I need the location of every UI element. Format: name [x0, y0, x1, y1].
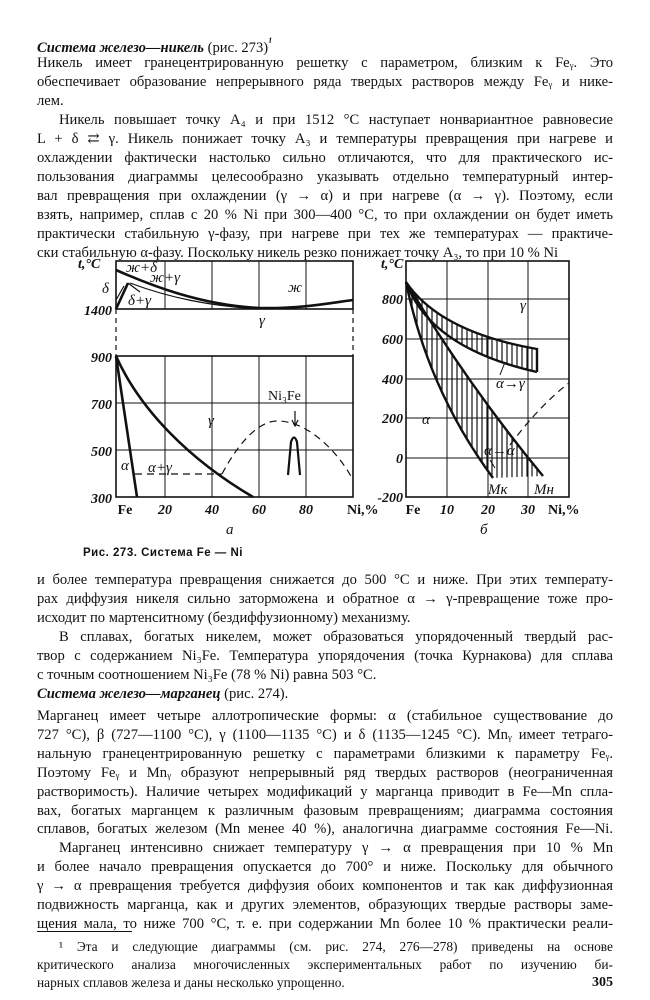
text-line: 727 °C), β (727—1100 °C), γ (1100—1135 °C) и δ (1135—1245 °C). Mnᵧ имеет тетраго-: [37, 726, 613, 743]
footnote-divider: [37, 931, 132, 932]
diagram-b: [406, 261, 569, 497]
x-tick: Ni,%: [347, 503, 379, 518]
footnote-line: нарных сплавов железа и даны несколько упрощенно.: [37, 975, 345, 990]
text-line: вал превращения при охлаждении (γ → α) и при нагреве (α → γ). Поэтому, если: [37, 188, 613, 204]
x-tick: 30: [521, 503, 535, 518]
ni3fe-region: [288, 438, 300, 476]
text-line: рах диффузия никеля сильно заторможена и обратное α → γ-превращение тоже про-: [37, 591, 613, 607]
y-axis-label: t,°C: [78, 257, 101, 272]
region-label: Ni₃Fe: [268, 389, 301, 404]
text-line: щения мала, то ниже 700 °C, т. е. при содержании Mn более 10 % практически реали-: [37, 915, 613, 932]
text-line: пользования диаграммы целесообразно указывать отдельно температурный интер-: [37, 169, 613, 185]
panel-label: б: [480, 522, 488, 538]
x-tick: Fe: [117, 503, 133, 518]
footnote-line: критического анализа многочисленных экспериментальных работ по изучению би-: [37, 957, 613, 972]
y-tick: 300: [91, 492, 112, 507]
region-label: δ: [102, 281, 109, 297]
y-tick: 600: [382, 333, 403, 348]
y-tick: 800: [382, 293, 403, 308]
figure-273: [0, 250, 650, 550]
x-tick: 80: [299, 503, 313, 518]
y-tick: 1400: [84, 304, 112, 319]
text-line: В сплавах, богатых никелем, может образоваться упорядоченный твердый рас-: [59, 629, 613, 645]
figure-reference: (рис. 274).: [220, 686, 289, 702]
text-line: L + δ ⇄ γ. Никель понижает точку A₃ и температуры превращения при нагреве и: [37, 131, 613, 147]
x-tick: 40: [205, 503, 219, 518]
region-label: ж: [288, 280, 302, 296]
text-line: взять, например, сплав с 20 % Ni при 300—400 °C, то при охлаждении он будет иметь: [37, 207, 613, 223]
dashed-curve: [510, 383, 569, 445]
region-label: α→α': [484, 443, 518, 459]
text-line: Никель повышает точку A₄ и при 1512 °C наступает нонвариантное равновесие: [59, 112, 613, 128]
region-label: α: [422, 412, 430, 428]
text-line: практически стабильную γ-фазу, при нагреве при тех же температурах — практиче-: [37, 226, 613, 242]
y-tick: 0: [396, 452, 403, 467]
text-line: с точным соотношением Ni₃Fe (78 % Ni) равна 503 °C.: [37, 667, 377, 683]
region-label: ж+γ: [150, 270, 180, 286]
text-line: твор с содержанием Ni₃Fe. Температура упорядочения (точка Курнакова) для сплава: [37, 648, 613, 664]
y-tick: 900: [91, 351, 112, 366]
footnote-mark: ¹: [268, 35, 272, 49]
region-label: γ: [208, 413, 214, 429]
text-line: исходит по мартенситному (бездиффузионному) механизму.: [37, 610, 411, 626]
figure-reference: (рис. 273): [203, 39, 269, 56]
x-tick: 20: [481, 503, 495, 518]
x-tick: Fe: [405, 503, 421, 518]
footnote-line: ¹ Эта и следующие диаграммы (см. рис. 274, 276—278) приведены на основе: [59, 939, 613, 954]
text-line: Поэтому Feᵧ и Mnᵧ образуют непрерывный ряд твердых растворов (неограниченная: [37, 764, 613, 781]
text-line: и более температура превращения снижается до 500 °C и ниже. При этих температу-: [37, 572, 613, 588]
region-label: α+γ: [148, 460, 172, 476]
arrow-icon: [292, 411, 298, 426]
text-line: обеспечивает образование непрерывного ряда твердых растворов между Feᵧ и нике-: [37, 74, 613, 90]
gamma-boundary-curve: [116, 356, 253, 497]
text-line: Никель имеет гранецентрированную решетку с параметром, близким к Feᵧ. Это: [37, 55, 613, 71]
x-tick: 20: [158, 503, 172, 518]
heading-text: Система железо—никель: [37, 39, 204, 56]
x-tick: 60: [252, 503, 266, 518]
mk-label: Mк: [488, 482, 508, 498]
region-label: α: [121, 458, 129, 474]
y-tick: 700: [91, 398, 112, 413]
region-label: δ+γ: [128, 293, 152, 309]
region-label: ж+δ: [126, 260, 158, 276]
x-tick: 10: [440, 503, 454, 518]
region-label: α→γ: [496, 376, 525, 392]
text-line: подвижность марганца, как и других элементов, образующих твердые растворы заме-: [37, 897, 613, 913]
text-line: нальную гранецентрированную решетку с параметрами близкими к параметру Feᵧ.: [37, 745, 613, 762]
x-tick: Ni,%: [548, 503, 580, 518]
panel-label: а: [226, 522, 234, 538]
text-line: сплавов, богатых железом (Mn менее 40 %), аналогична диаграмме состояния Fe—Ni.: [37, 821, 613, 838]
text-line: Марганец интенсивно снижает температуру γ → α превращения при 10 % Mn: [59, 840, 613, 857]
region-label: γ: [520, 298, 526, 314]
text-line: лем.: [37, 93, 64, 109]
text-line: γ → α превращения требуется диффузия обоих компонентов и так как диффузионная: [37, 878, 613, 895]
text-line: и более начало превращения опускается до 700° и ниже. Поскольку для обычного: [37, 859, 613, 876]
heading-text: Система железо—марганец: [37, 686, 221, 702]
y-tick: 400: [382, 373, 403, 388]
y-tick: 500: [91, 445, 112, 460]
text-line: Марганец имеет четыре аллотропические формы: α (стабильное существование до: [37, 708, 613, 724]
text-line: вах, богатых марганцем к различным фазовым превращениям; диаграмма состояния: [37, 802, 613, 819]
y-tick: -200: [377, 491, 403, 506]
section-heading-fe-mn: [37, 686, 288, 703]
region-label: γ: [259, 313, 265, 329]
mn-label: Mн: [534, 482, 554, 498]
text-line: растворимость). Наличие четырех модификаций у марганца приводит в Fe—Mn спла-: [37, 783, 613, 800]
text-line: ски стабильную α-фазу. Поскольку никель резко понижает точку A₃, то при 10 % Ni: [37, 245, 559, 261]
y-axis-label: t,°C: [381, 257, 404, 272]
page-number: 305: [592, 975, 613, 990]
text-line: охлаждении фактически настолько сильно отличаются, что для практического ис-: [37, 150, 613, 166]
y-tick: 200: [382, 412, 403, 427]
figure-caption: Рис. 273. Система Fe — Ni: [83, 547, 244, 559]
leader-line: [500, 362, 505, 375]
